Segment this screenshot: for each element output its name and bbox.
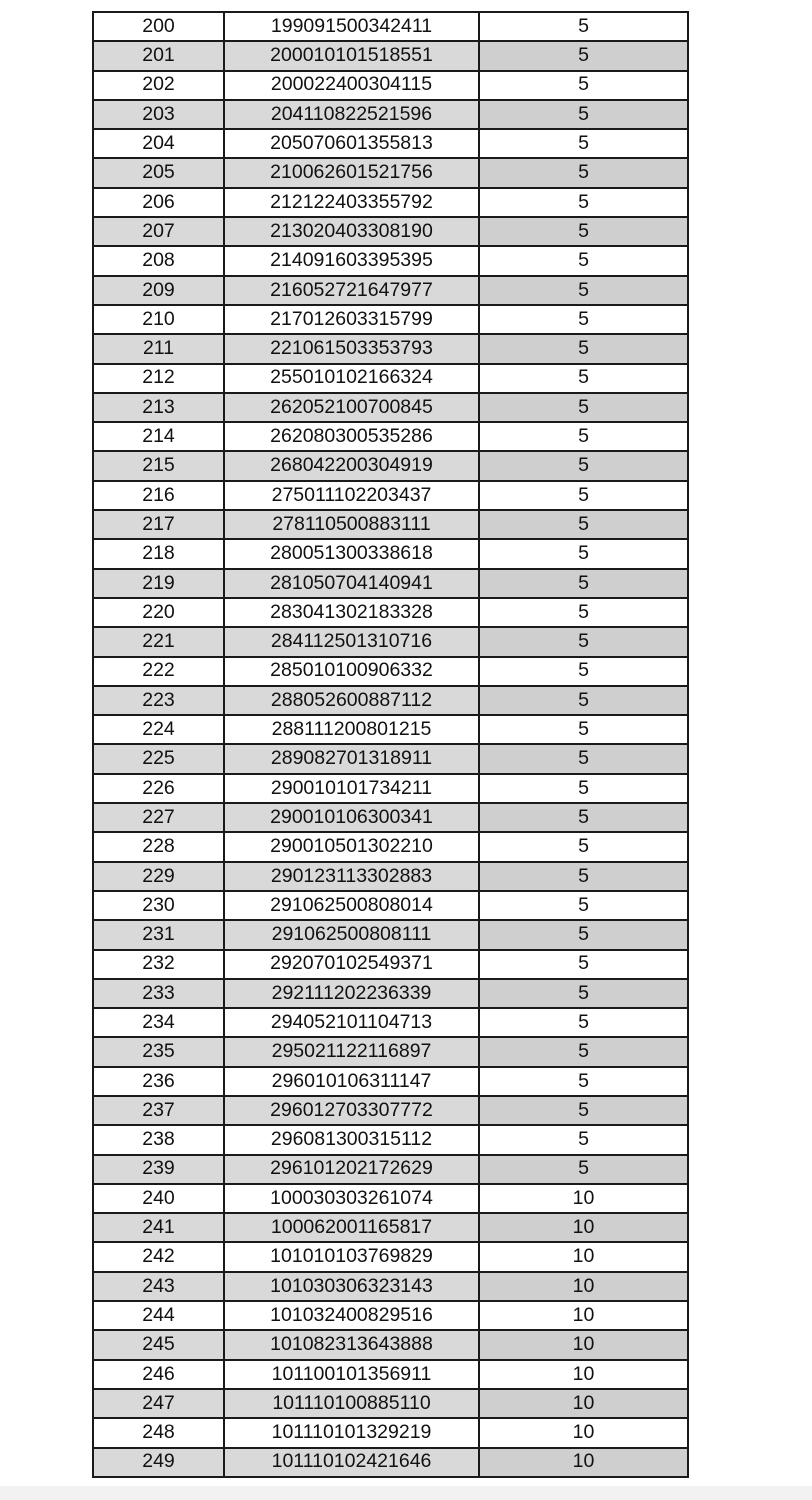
- value-cell[interactable]: 5: [479, 364, 688, 393]
- data-table: [92, 11, 689, 1478]
- table-row: [93, 803, 688, 832]
- row-number-cell[interactable]: 234: [93, 1008, 224, 1037]
- row-number-cell[interactable]: 242: [93, 1242, 224, 1271]
- id-cell[interactable]: 101110100885110: [224, 1389, 479, 1418]
- value-cell[interactable]: 10: [479, 1360, 688, 1389]
- row-number-cell[interactable]: 225: [93, 744, 224, 773]
- value-cell[interactable]: 5: [479, 129, 688, 158]
- table-row: [93, 920, 688, 949]
- value-cell[interactable]: 5: [479, 715, 688, 744]
- value-cell[interactable]: 5: [479, 539, 688, 568]
- row-number-cell[interactable]: 237: [93, 1096, 224, 1125]
- row-number-cell[interactable]: 240: [93, 1184, 224, 1213]
- row-number-cell[interactable]: 224: [93, 715, 224, 744]
- value-cell[interactable]: 10: [479, 1448, 688, 1477]
- table-row: [93, 1301, 688, 1330]
- id-cell[interactable]: 280051300338618: [224, 539, 479, 568]
- value-cell[interactable]: 10: [479, 1213, 688, 1242]
- row-number-cell[interactable]: 212: [93, 364, 224, 393]
- table-row: [93, 744, 688, 773]
- row-number-cell[interactable]: 235: [93, 1037, 224, 1066]
- id-cell[interactable]: 200022400304115: [224, 71, 479, 100]
- value-cell[interactable]: 10: [479, 1184, 688, 1213]
- value-cell[interactable]: 5: [479, 744, 688, 773]
- table-row: [93, 1242, 688, 1271]
- id-cell[interactable]: 101032400829516: [224, 1301, 479, 1330]
- value-cell[interactable]: 5: [479, 686, 688, 715]
- value-cell[interactable]: 5: [479, 158, 688, 187]
- id-cell[interactable]: 278110500883111: [224, 510, 479, 539]
- id-cell[interactable]: 285010100906332: [224, 657, 479, 686]
- table-row: [93, 1155, 688, 1184]
- table-row: [93, 1330, 688, 1359]
- id-cell[interactable]: 288052600887112: [224, 686, 479, 715]
- row-number-cell[interactable]: 245: [93, 1330, 224, 1359]
- table-row: [93, 686, 688, 715]
- table-row: [93, 1067, 688, 1096]
- table-row: [93, 1037, 688, 1066]
- row-number-cell[interactable]: 210: [93, 305, 224, 334]
- table-row: [93, 129, 688, 158]
- id-cell[interactable]: 212122403355792: [224, 188, 479, 217]
- row-number-cell[interactable]: 220: [93, 598, 224, 627]
- id-cell[interactable]: 221061503353793: [224, 334, 479, 363]
- value-cell[interactable]: 5: [479, 451, 688, 480]
- row-number-cell[interactable]: 205: [93, 158, 224, 187]
- id-cell[interactable]: 101100101356911: [224, 1360, 479, 1389]
- row-number-cell[interactable]: 243: [93, 1272, 224, 1301]
- row-number-cell[interactable]: 215: [93, 451, 224, 480]
- row-number-cell[interactable]: 207: [93, 217, 224, 246]
- id-cell[interactable]: 101110102421646: [224, 1448, 479, 1477]
- value-cell[interactable]: 10: [479, 1418, 688, 1447]
- row-number-cell[interactable]: 247: [93, 1389, 224, 1418]
- value-cell[interactable]: 5: [479, 305, 688, 334]
- table-row: [93, 334, 688, 363]
- table-row: [93, 71, 688, 100]
- row-number-cell[interactable]: 218: [93, 539, 224, 568]
- table-row: [93, 158, 688, 187]
- row-number-cell[interactable]: 204: [93, 129, 224, 158]
- table-row: [93, 246, 688, 275]
- value-cell[interactable]: 5: [479, 862, 688, 891]
- table-body: [93, 12, 688, 1477]
- value-cell[interactable]: 5: [479, 1096, 688, 1125]
- table-row: [93, 510, 688, 539]
- id-cell[interactable]: 281050704140941: [224, 569, 479, 598]
- id-cell[interactable]: 291062500808111: [224, 920, 479, 949]
- value-cell[interactable]: 10: [479, 1301, 688, 1330]
- table-row: [93, 276, 688, 305]
- bottom-bar: [0, 1486, 812, 1500]
- row-number-cell[interactable]: 216: [93, 481, 224, 510]
- id-cell[interactable]: 268042200304919: [224, 451, 479, 480]
- table-row: [93, 422, 688, 451]
- row-number-cell[interactable]: 201: [93, 41, 224, 70]
- value-cell[interactable]: 5: [479, 188, 688, 217]
- value-cell[interactable]: 5: [479, 1037, 688, 1066]
- value-cell[interactable]: 5: [479, 393, 688, 422]
- table-row: [93, 1360, 688, 1389]
- table-row: [93, 832, 688, 861]
- row-number-cell[interactable]: 206: [93, 188, 224, 217]
- table-row: [93, 862, 688, 891]
- value-cell[interactable]: 5: [479, 510, 688, 539]
- row-number-cell[interactable]: 246: [93, 1360, 224, 1389]
- id-cell[interactable]: 289082701318911: [224, 744, 479, 773]
- table-row: [93, 1125, 688, 1154]
- table-row: [93, 1389, 688, 1418]
- table-row: [93, 1096, 688, 1125]
- row-number-cell[interactable]: 249: [93, 1448, 224, 1477]
- row-number-cell[interactable]: 227: [93, 803, 224, 832]
- table-row: [93, 100, 688, 129]
- table-row: [93, 569, 688, 598]
- id-cell[interactable]: 214091603395395: [224, 246, 479, 275]
- value-cell[interactable]: 10: [479, 1330, 688, 1359]
- id-cell[interactable]: 296010106311147: [224, 1067, 479, 1096]
- id-cell[interactable]: 101110101329219: [224, 1418, 479, 1447]
- table-row: [93, 364, 688, 393]
- row-number-cell[interactable]: 232: [93, 950, 224, 979]
- id-cell[interactable]: 283041302183328: [224, 598, 479, 627]
- id-cell[interactable]: 204110822521596: [224, 100, 479, 129]
- value-cell[interactable]: 5: [479, 1125, 688, 1154]
- table-row: [93, 1008, 688, 1037]
- value-cell[interactable]: 5: [479, 334, 688, 363]
- value-cell[interactable]: 5: [479, 276, 688, 305]
- row-number-cell[interactable]: 239: [93, 1155, 224, 1184]
- table-row: [93, 451, 688, 480]
- table-row: [93, 1418, 688, 1447]
- id-cell[interactable]: 262080300535286: [224, 422, 479, 451]
- value-cell[interactable]: 10: [479, 1242, 688, 1271]
- id-cell[interactable]: 216052721647977: [224, 276, 479, 305]
- value-cell[interactable]: 5: [479, 12, 688, 41]
- row-number-cell[interactable]: 200: [93, 12, 224, 41]
- value-cell[interactable]: 5: [479, 1067, 688, 1096]
- id-cell[interactable]: 284112501310716: [224, 627, 479, 656]
- id-cell[interactable]: 290123113302883: [224, 862, 479, 891]
- table-row: [93, 627, 688, 656]
- id-cell[interactable]: 210062601521756: [224, 158, 479, 187]
- value-cell[interactable]: 10: [479, 1272, 688, 1301]
- table-row: [93, 715, 688, 744]
- row-number-cell[interactable]: 214: [93, 422, 224, 451]
- table-row: [93, 598, 688, 627]
- table-row: [93, 950, 688, 979]
- value-cell[interactable]: 5: [479, 246, 688, 275]
- value-cell[interactable]: 5: [479, 71, 688, 100]
- value-cell[interactable]: 5: [479, 774, 688, 803]
- value-cell[interactable]: 5: [479, 979, 688, 1008]
- row-number-cell[interactable]: 209: [93, 276, 224, 305]
- table-row: [93, 979, 688, 1008]
- row-number-cell[interactable]: 211: [93, 334, 224, 363]
- value-cell[interactable]: 5: [479, 422, 688, 451]
- id-cell[interactable]: 255010102166324: [224, 364, 479, 393]
- row-number-cell[interactable]: 230: [93, 891, 224, 920]
- id-cell[interactable]: 288111200801215: [224, 715, 479, 744]
- id-cell[interactable]: 290010501302210: [224, 832, 479, 861]
- row-number-cell[interactable]: 213: [93, 393, 224, 422]
- value-cell[interactable]: 5: [479, 891, 688, 920]
- table-row: [93, 1448, 688, 1477]
- table-row: [93, 1184, 688, 1213]
- value-cell[interactable]: 5: [479, 41, 688, 70]
- id-cell[interactable]: 217012603315799: [224, 305, 479, 334]
- id-cell[interactable]: 296012703307772: [224, 1096, 479, 1125]
- id-cell[interactable]: 213020403308190: [224, 217, 479, 246]
- value-cell[interactable]: 5: [479, 803, 688, 832]
- table-row: [93, 393, 688, 422]
- table-row: [93, 305, 688, 334]
- row-number-cell[interactable]: 217: [93, 510, 224, 539]
- id-cell[interactable]: 262052100700845: [224, 393, 479, 422]
- id-cell[interactable]: 100030303261074: [224, 1184, 479, 1213]
- row-number-cell[interactable]: 244: [93, 1301, 224, 1330]
- id-cell[interactable]: 291062500808014: [224, 891, 479, 920]
- id-cell[interactable]: 275011102203437: [224, 481, 479, 510]
- id-cell[interactable]: 200010101518551: [224, 41, 479, 70]
- row-number-cell[interactable]: 221: [93, 627, 224, 656]
- value-cell[interactable]: 5: [479, 217, 688, 246]
- value-cell[interactable]: 5: [479, 1008, 688, 1037]
- value-cell[interactable]: 5: [479, 657, 688, 686]
- row-number-cell[interactable]: 248: [93, 1418, 224, 1447]
- row-number-cell[interactable]: 203: [93, 100, 224, 129]
- row-number-cell[interactable]: 222: [93, 657, 224, 686]
- value-cell[interactable]: 5: [479, 627, 688, 656]
- row-number-cell[interactable]: 223: [93, 686, 224, 715]
- id-cell[interactable]: 296081300315112: [224, 1125, 479, 1154]
- id-cell[interactable]: 294052101104713: [224, 1008, 479, 1037]
- table-row: [93, 12, 688, 41]
- table-row: [93, 539, 688, 568]
- table-row: [93, 217, 688, 246]
- value-cell[interactable]: 5: [479, 920, 688, 949]
- table-row: [93, 891, 688, 920]
- value-cell[interactable]: 10: [479, 1389, 688, 1418]
- row-number-cell[interactable]: 231: [93, 920, 224, 949]
- value-cell[interactable]: 5: [479, 832, 688, 861]
- id-cell[interactable]: 296101202172629: [224, 1155, 479, 1184]
- row-number-cell[interactable]: 202: [93, 71, 224, 100]
- row-number-cell[interactable]: 226: [93, 774, 224, 803]
- id-cell[interactable]: 199091500342411: [224, 12, 479, 41]
- value-cell[interactable]: 5: [479, 481, 688, 510]
- id-cell[interactable]: 205070601355813: [224, 129, 479, 158]
- id-cell[interactable]: 295021122116897: [224, 1037, 479, 1066]
- row-number-cell[interactable]: 236: [93, 1067, 224, 1096]
- table-row: [93, 481, 688, 510]
- value-cell[interactable]: 5: [479, 569, 688, 598]
- value-cell[interactable]: 5: [479, 598, 688, 627]
- id-cell[interactable]: 100062001165817: [224, 1213, 479, 1242]
- row-number-cell[interactable]: 233: [93, 979, 224, 1008]
- table-row: [93, 774, 688, 803]
- table-row: [93, 41, 688, 70]
- table-row: [93, 1213, 688, 1242]
- id-cell[interactable]: 290010106300341: [224, 803, 479, 832]
- id-cell[interactable]: 101082313643888: [224, 1330, 479, 1359]
- table-row: [93, 188, 688, 217]
- row-number-cell[interactable]: 228: [93, 832, 224, 861]
- row-number-cell[interactable]: 219: [93, 569, 224, 598]
- row-number-cell[interactable]: 208: [93, 246, 224, 275]
- table-row: [93, 1272, 688, 1301]
- row-number-cell[interactable]: 229: [93, 862, 224, 891]
- id-cell[interactable]: 290010101734211: [224, 774, 479, 803]
- id-cell[interactable]: 292111202236339: [224, 979, 479, 1008]
- id-cell[interactable]: 101010103769829: [224, 1242, 479, 1271]
- id-cell[interactable]: 101030306323143: [224, 1272, 479, 1301]
- row-number-cell[interactable]: 238: [93, 1125, 224, 1154]
- row-number-cell[interactable]: 241: [93, 1213, 224, 1242]
- value-cell[interactable]: 5: [479, 100, 688, 129]
- table-row: [93, 657, 688, 686]
- id-cell[interactable]: 292070102549371: [224, 950, 479, 979]
- value-cell[interactable]: 5: [479, 1155, 688, 1184]
- value-cell[interactable]: 5: [479, 950, 688, 979]
